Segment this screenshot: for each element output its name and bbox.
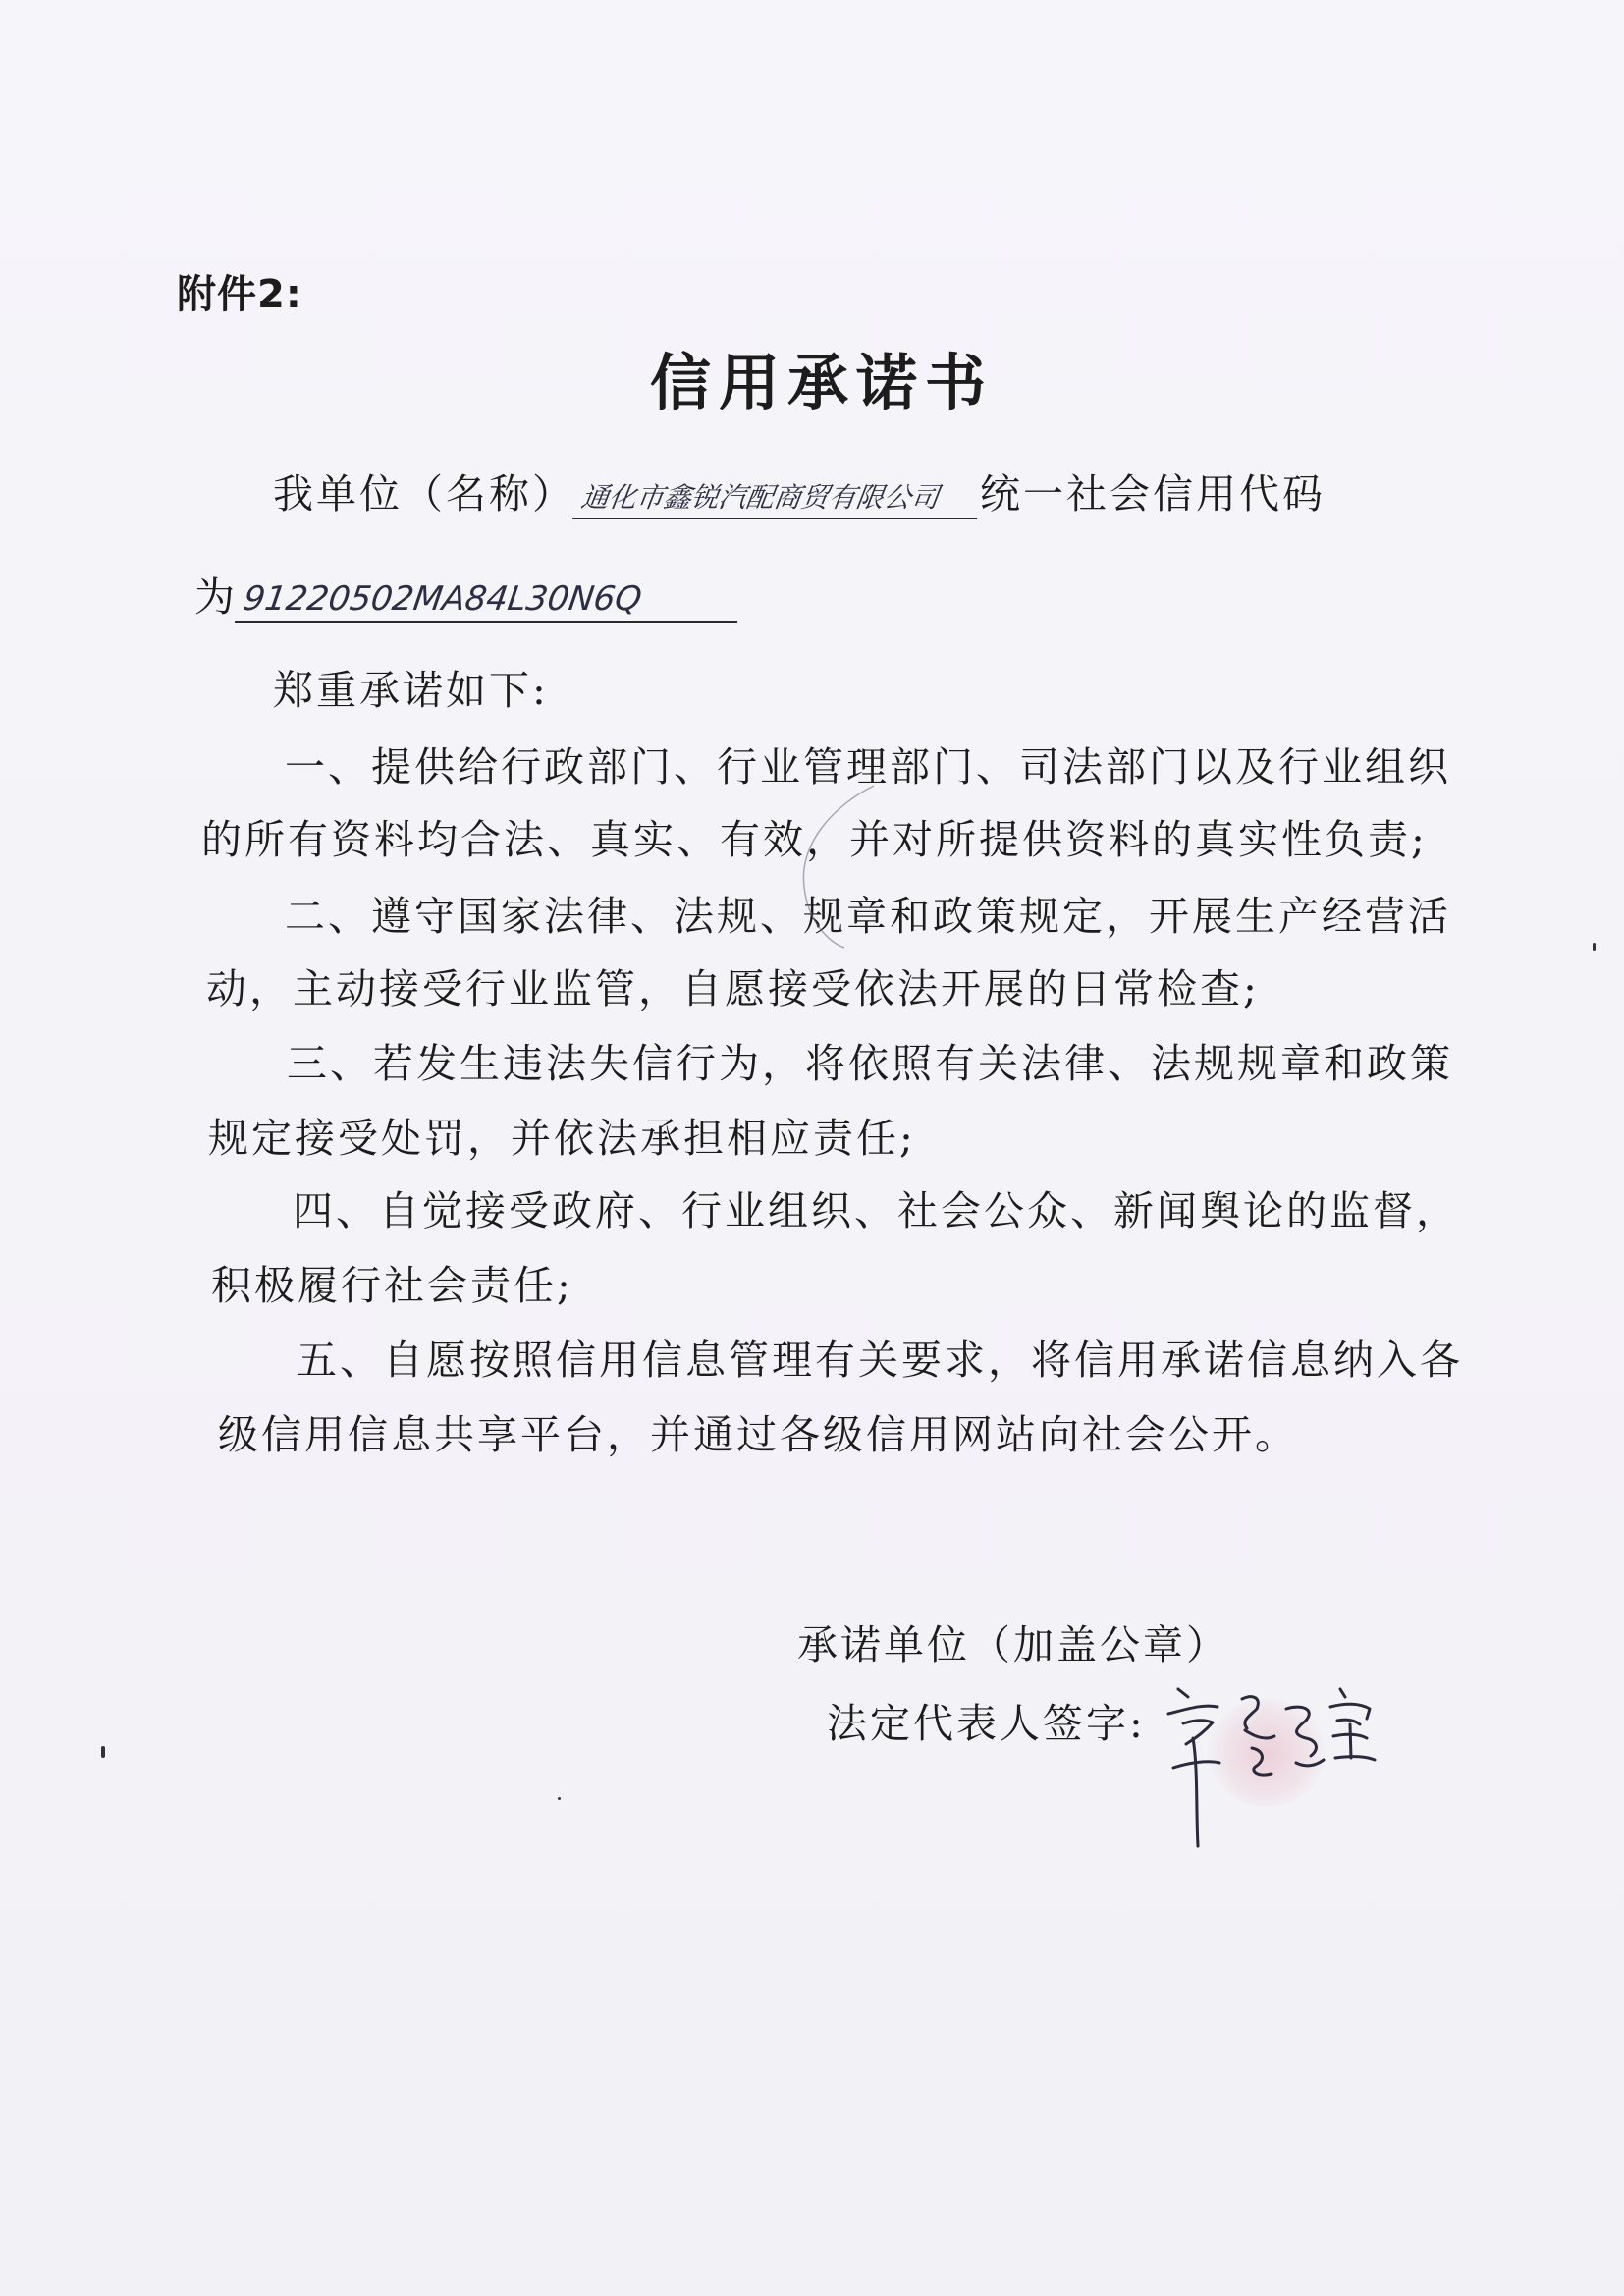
handwritten-signature: [1159, 1660, 1384, 1856]
legal-rep-label: 法定代表人签字:: [827, 1700, 1146, 1747]
scan-speck: [1593, 943, 1596, 951]
credit-code-handwritten: 91220502MA84L30N6Q: [235, 579, 743, 623]
intro-line2-prefix: 为: [194, 574, 238, 621]
intro-prefix: 我单位（名称）: [273, 470, 575, 518]
commitment-5-line-2: 级信用信息共享平台，并通过各级信用网站向社会公开。: [218, 1411, 1298, 1458]
commitment-4-line-1: 四、自觉接受政府、行业组织、社会公众、新闻舆论的监督，: [293, 1187, 1459, 1234]
commitment-5-line-1: 五、自愿按照信用信息管理有关要求，将信用承诺信息纳入各: [297, 1337, 1463, 1384]
company-name-handwritten: 通化市鑫锐汽配商贸有限公司: [572, 476, 983, 519]
commitment-4-line-2: 积极履行社会责任;: [211, 1262, 573, 1309]
attachment-label: 附件2:: [177, 272, 302, 317]
commitment-2-line-1: 二、遵守国家法律、法规、规章和政策规定，开展生产经营活: [285, 893, 1451, 940]
commitment-2-line-2: 动，主动接受行业监管，自愿接受依法开展的日常检查;: [206, 965, 1260, 1012]
promising-unit-label: 承诺单位（加盖公章）: [797, 1621, 1229, 1668]
document-title: 信用承诺书: [649, 347, 994, 418]
commitment-1-line-1: 一、提供给行政部门、行业管理部门、司法部门以及行业组织: [285, 743, 1451, 791]
scan-speck: [558, 1797, 561, 1800]
commitment-3-line-1: 三、若发生违法失信行为，将依照有关法律、法规规章和政策: [287, 1040, 1453, 1087]
pledge-intro: 郑重承诺如下:: [273, 667, 549, 714]
intro-line-2: [194, 565, 740, 623]
stray-pen-mark: [756, 776, 893, 953]
commitment-1-line-2: 的所有资料均合法、真实、有效，并对所提供资料的真实性负责;: [201, 816, 1428, 863]
commitment-3-line-2: 规定接受处罚，并依法承担相应责任;: [208, 1115, 916, 1162]
intro-line-1: [273, 462, 1326, 519]
scan-speck: [101, 1746, 105, 1758]
intro-suffix: 统一社会信用代码: [980, 470, 1326, 518]
